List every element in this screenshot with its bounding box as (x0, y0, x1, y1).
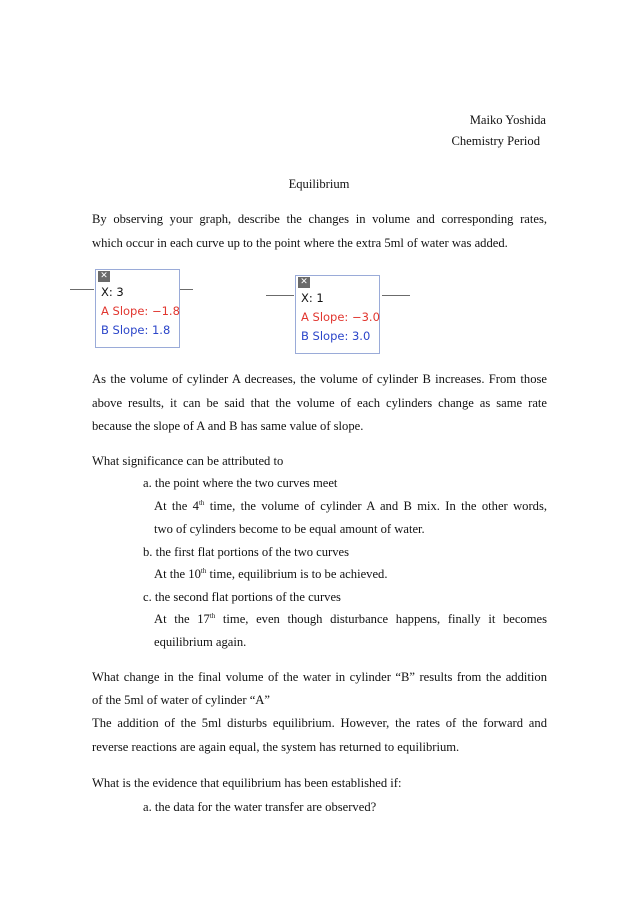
question-1-line-2: which occur in each curve up to the point where the extra 5ml of water was added. (92, 236, 508, 250)
question-2c: c. the second flat portions of the curves (143, 590, 341, 604)
answer-1-line-3: because the slope of A and B has same value of slope. (92, 419, 364, 433)
tooltip-b-slope: B Slope: 1.8 (101, 323, 171, 337)
answer-1-line-2: above results, it can be said that the volume of each cylinders change as same rate (92, 396, 547, 410)
answer-1-line-1: As the volume of cylinder A decreases, the volume of cylinder B increases. From those (92, 372, 547, 386)
class-period: Chemistry Period (451, 134, 540, 148)
slope-tooltip-2 (295, 275, 380, 354)
question-2b: b. the first flat portions of the two curves (143, 545, 350, 559)
answer-3-line-2: reverse reactions are again equal, the system has returned to equilibrium. (92, 740, 460, 754)
question-3-line-2: of the 5ml of water of cylinder “A” (92, 693, 270, 707)
graph-line-right-2 (382, 295, 410, 296)
answer-3-line-1: The addition of the 5ml disturbs equilibrium. However, the rates of the forward and (92, 716, 547, 730)
graph-line-right-1 (180, 289, 193, 290)
document-title: Equilibrium (288, 177, 350, 191)
tooltip-x-value: X: 3 (101, 285, 124, 299)
question-4-intro: What is the evidence that equilibrium has been established if: (92, 776, 402, 790)
graph-line-left-1 (70, 289, 94, 290)
close-icon[interactable]: ✕ (298, 277, 310, 288)
question-2a: a. the point where the two curves meet (143, 476, 338, 490)
tooltip-a-slope: A Slope: −1.8 (101, 304, 180, 318)
answer-2a-line-1: At the 4th time, the volume of cylinder A and B mix. In the other words, (154, 499, 548, 513)
answer-2c-line-1: At the 17th time, even though disturbance happens, finally it becomes (154, 612, 548, 626)
tooltip-b-slope: B Slope: 3.0 (301, 329, 371, 343)
author-name: Maiko Yoshida (469, 113, 546, 127)
question-4a: a. the data for the water transfer are observed? (143, 800, 377, 814)
answer-2a-line-2: two of cylinders become to be equal amount of water. (154, 522, 425, 536)
answer-2c-line-2: equilibrium again. (154, 635, 247, 649)
question-2-intro: What significance can be attributed to (92, 454, 284, 468)
question-3-line-1: What change in the final volume of the water in cylinder “B” results from the addition (92, 670, 547, 684)
tooltip-a-slope: A Slope: −3.0 (301, 310, 380, 324)
tooltip-x-value: X: 1 (301, 291, 324, 305)
graph-line-left-2 (266, 295, 294, 296)
answer-2b: At the 10th time, equilibrium is to be achieved. (154, 567, 388, 581)
close-icon[interactable]: ✕ (98, 271, 110, 282)
question-1-line-1: By observing your graph, describe the changes in volume and corresponding rates, (92, 212, 547, 226)
slope-tooltip-1 (95, 269, 180, 348)
